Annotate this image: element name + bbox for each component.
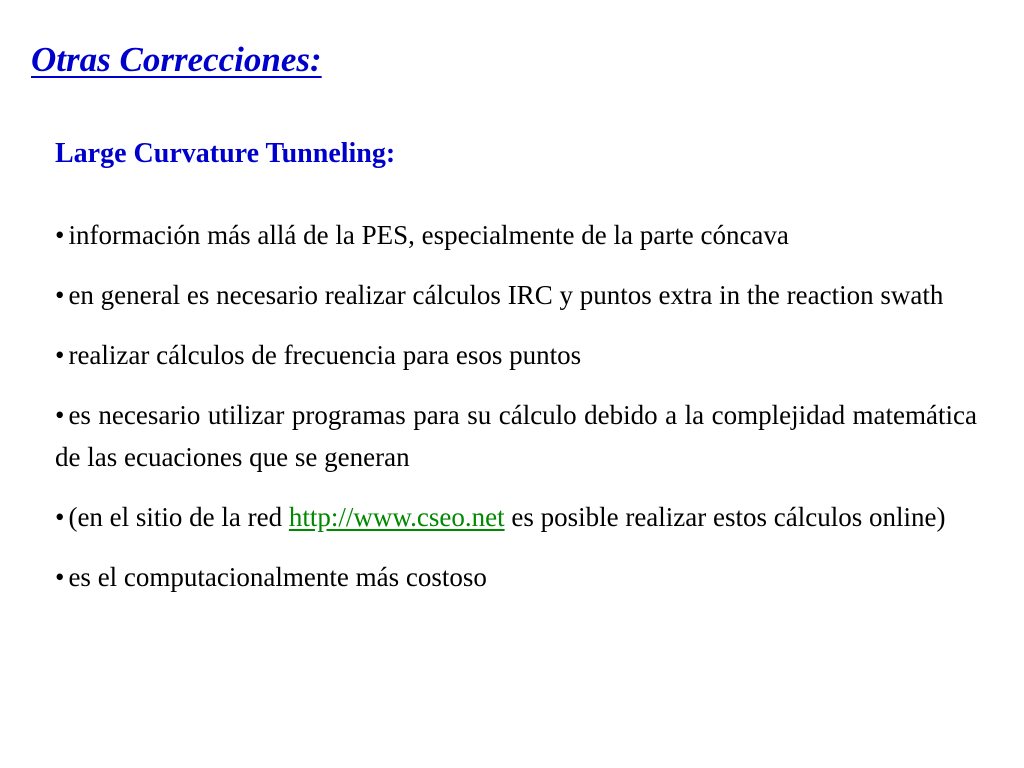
bullet-icon: • <box>55 340 65 370</box>
bullet-text: información más allá de la PES, especialmente de la parte cóncava <box>68 220 789 250</box>
bullet-text-after: es posible realizar estos cálculos online) <box>504 502 946 532</box>
bullet-text: realizar cálculos de frecuencia para esos puntos <box>68 340 582 370</box>
bullet-icon: • <box>55 280 65 310</box>
bullet-item-6 <box>55 556 977 598</box>
slide-title: Otras Correcciones: <box>31 40 322 79</box>
bullet-text-before: (en el sitio de la red <box>68 502 289 532</box>
bullet-text: en general es necesario realizar cálculos IRC y puntos extra in the reaction swath <box>68 280 944 310</box>
bullet-text: es necesario utilizar programas para su cálculo debido a la complejidad matemática de las ecuaciones que se generan <box>55 400 977 472</box>
bullet-item-3 <box>55 334 977 376</box>
bullet-text: es el computacionalmente más costoso <box>68 562 487 592</box>
bullet-item-1 <box>55 214 977 256</box>
bullet-icon: • <box>55 220 65 250</box>
bullet-icon: • <box>55 502 65 532</box>
section-subtitle: Large Curvature Tunneling: <box>55 138 396 169</box>
cseo-link[interactable]: http://www.cseo.net <box>288 502 505 532</box>
bullet-item-5 <box>55 496 977 538</box>
bullet-icon: • <box>55 562 65 592</box>
bullet-item-2 <box>55 274 977 316</box>
bullet-item-4 <box>55 394 977 478</box>
bullet-icon: • <box>55 400 65 430</box>
bullet-list <box>55 214 977 616</box>
